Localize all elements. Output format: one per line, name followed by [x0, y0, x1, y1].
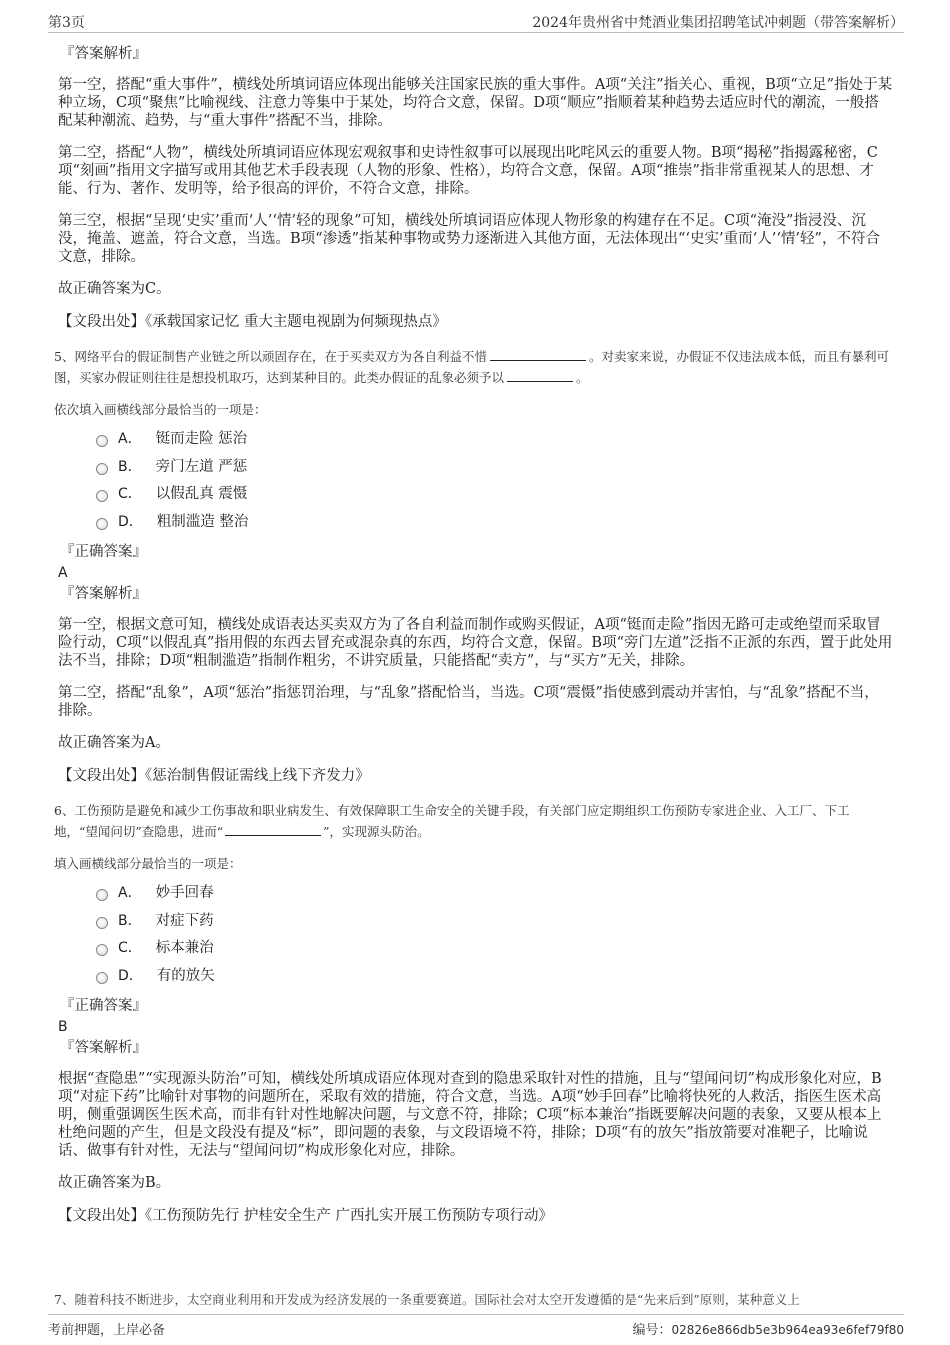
analysis-label: 『答案解析』 — [60, 46, 147, 62]
footer-slogan: 考前押题，上岸必备 — [48, 1323, 166, 1338]
option-text: 妙手回春 — [155, 885, 214, 901]
analysis-body — [58, 76, 893, 332]
document-id-code: 02826e866db5e3b964ea93e6fef79f80 — [671, 1323, 904, 1337]
stem-text: 。对卖家来说，办假证不仅违法成本低，而且有暴利可图，买家办假证则往往是想投机取巧，达到某种目的。此类办假证的乱象必须予以 — [54, 349, 889, 385]
analysis-paragraph: 第三空，根据“呈现‘史实’重而‘人’‘情’轻的现象”可知，横线处所填词语应体现人物形象的构建存在不足。C项“淹没”指浸没、沉没，掩盖、遮盖，符合文意，当选。B项“渗透”指某种事物或势力逐渐进入其他方面，无法体现出“‘史实’重而‘人’‘情’轻”，不符合文意，排除。 — [58, 213, 880, 265]
radio-button[interactable] — [96, 518, 108, 530]
correct-answer-label: 『正确答案』 — [60, 998, 147, 1014]
document-id-label: 编号： — [632, 1323, 672, 1338]
option-c[interactable] — [96, 481, 893, 509]
source-citation: 【文段出处】《承载国家记忆 重大主题电视剧为何频现热点》 — [58, 314, 447, 330]
analysis-paragraph: 根据“查隐患”“实现源头防治”可知，横线处所填成语应体现对查到的隐患采取针对性的措施，且与“望闻问切”构成形象化对应，B项“对症下药”比喻针对事物的问题所在，采取有效的措施，符合文意，当选。A项“妙手回春”比喻将快死的人救活，指医生医术高明，侧重强调医生医术高，而非有针对性地解决问题，与文意不符，排除；C项“标本兼治”指既要解决问题的表象，又要从根本上杜绝问题的产生，但是文段没有提及“标”，即问题的表象，与文段语境不符，排除；D项“有的放矢”指放箭要对准靶子，比喻说话、做事有针对性，无法与“望闻问切”构成形象化对应，排除。 — [58, 1071, 882, 1159]
radio-button[interactable] — [96, 435, 108, 447]
option-text: 旁门左道 严惩 — [155, 458, 248, 475]
option-c[interactable] — [96, 935, 893, 963]
option-text: 有的放矢 — [156, 967, 215, 984]
correct-answer: B — [58, 1019, 68, 1035]
option-text: 以假乱真 震慑 — [155, 486, 248, 502]
option-key: B． — [118, 458, 142, 475]
analysis-paragraph: 第二空，搭配“乱象”，A项“惩治”指惩罚治理，与“乱象”搭配恰当，当选。C项“震慑”指使感到震动并害怕，与“乱象”搭配不当，排除。 — [58, 685, 879, 719]
answer-conclusion: 故正确答案为B。 — [58, 1175, 171, 1191]
radio-button[interactable] — [96, 972, 108, 984]
option-key: B． — [118, 912, 142, 929]
correct-answer: A — [58, 565, 68, 581]
option-d[interactable] — [96, 509, 893, 537]
analysis-paragraph: 第一空，根据文意可知，横线处成语表达买卖双方为了各自利益而制作或购买假证，A项“铤而走险”指因无路可走或绝望而采取冒险行动，C项“以假乱真”指用假的东西去冒充或混杂真的东西，均符合文意，保留。B项“旁门左道”泛指不正派的东西，置于此处用法不当，排除；D项“粗制滥造”指制作粗劣，不讲究质量，只能搭配“卖方”，与“买方”无关，排除。 — [58, 617, 893, 669]
question-instruction: 依次填入画横线部分最恰当的一项是： — [54, 402, 267, 417]
page-header — [48, 10, 904, 33]
stem-text: 。 — [576, 370, 589, 385]
option-key: D． — [118, 513, 143, 530]
option-b[interactable] — [96, 908, 893, 936]
option-key: A． — [118, 885, 142, 901]
correct-answer-label: 『正确答案』 — [60, 544, 147, 560]
stem-text: 6、工伤预防是避免和减少工伤事故和职业病发生、有效保障职工生命安全的关键手段，有关部门应定期组织工伤预防专家进企业、入工厂、下工地，“望闻问切”查隐患，进而“ — [54, 803, 850, 839]
source-citation: 【文段出处】《工伤预防先行 护桂安全生产 广西扎实开展工伤预防专项行动》 — [58, 1208, 553, 1224]
answer-conclusion: 故正确答案为C。 — [58, 281, 171, 297]
option-d[interactable] — [96, 963, 893, 991]
stem-text: ”，实现源头防治。 — [323, 824, 430, 839]
analysis-paragraph: 第二空，搭配“人物”，横线处所填词语应体现宏观叙事和史诗性叙事可以展现出叱咤风云的重要人物。B项“揭秘”指揭露秘密，C项“刻画”指用文字描写或用其他艺术手段表现（人物的形象、性格），均符合文意，保留。A项“推崇”指非常重视某人的思想、才能、行为、著作、发明等，给予很高的评价，不符合文意，排除。 — [58, 145, 878, 197]
option-key: D． — [118, 967, 143, 984]
option-text: 对症下药 — [155, 912, 214, 929]
question-stem — [54, 346, 893, 388]
page-number: 第3页 — [48, 15, 85, 31]
option-b[interactable] — [96, 454, 893, 482]
fill-blank — [225, 822, 321, 836]
document-title: 2024年贵州省中梵酒业集团招聘笔试冲刺题（带答案解析） — [532, 15, 904, 31]
radio-button[interactable] — [96, 944, 108, 956]
radio-button[interactable] — [96, 889, 108, 901]
q4-analysis — [58, 44, 893, 332]
option-text: 粗制滥造 整治 — [156, 513, 249, 530]
radio-button[interactable] — [96, 463, 108, 475]
analysis-label: 『答案解析』 — [60, 586, 147, 602]
analysis-paragraph: 第一空，搭配“重大事件”，横线处所填词语应体现出能够关注国家民族的重大事件。A项“关注”指关心、重视，B项“立足”指处于某种立场，C项“聚焦”比喻视线、注意力等集中于某处，均符合文意，保留。D项“顺应”指顺着某种趋势去适应时代的潮流，一般搭配某种潮流、趋势，与“重大事件”搭配不当，排除。 — [58, 77, 893, 129]
radio-button[interactable] — [96, 917, 108, 929]
question-instruction: 填入画横线部分最恰当的一项是： — [54, 856, 242, 871]
option-text: 铤而走险 惩治 — [155, 431, 248, 447]
stem-text: 5、网络平台的假证制售产业链之所以顽固存在，在于买卖双方为各自利益不惜 — [54, 349, 487, 364]
page-content — [54, 44, 893, 1226]
analysis-label: 『答案解析』 — [60, 1040, 147, 1056]
fill-blank — [490, 347, 586, 361]
source-citation: 【文段出处】《惩治制售假证需线上线下齐发力》 — [58, 768, 370, 784]
question-6 — [54, 800, 893, 1226]
option-a[interactable] — [96, 880, 893, 908]
option-a[interactable] — [96, 426, 893, 454]
radio-button[interactable] — [96, 490, 108, 502]
option-key: C． — [118, 486, 142, 502]
analysis-body — [58, 1070, 893, 1226]
document-id — [632, 1319, 904, 1338]
answer-conclusion: 故正确答案为A。 — [58, 735, 170, 751]
option-key: A． — [118, 431, 142, 447]
option-key: C． — [118, 940, 142, 956]
analysis-body — [58, 616, 893, 786]
option-text: 标本兼治 — [155, 940, 214, 956]
fill-blank — [507, 368, 573, 382]
page-footer — [48, 1314, 904, 1339]
question-stem — [54, 800, 893, 842]
option-list — [96, 426, 893, 536]
option-list — [96, 880, 893, 990]
question-5 — [54, 346, 893, 786]
question-7-partial: 7、随着科技不断进步，太空商业利用和开发成为经济发展的一条重要赛道。国际社会对太空开发遵循的是“先来后到”原则，某种意义上 — [54, 1292, 800, 1307]
